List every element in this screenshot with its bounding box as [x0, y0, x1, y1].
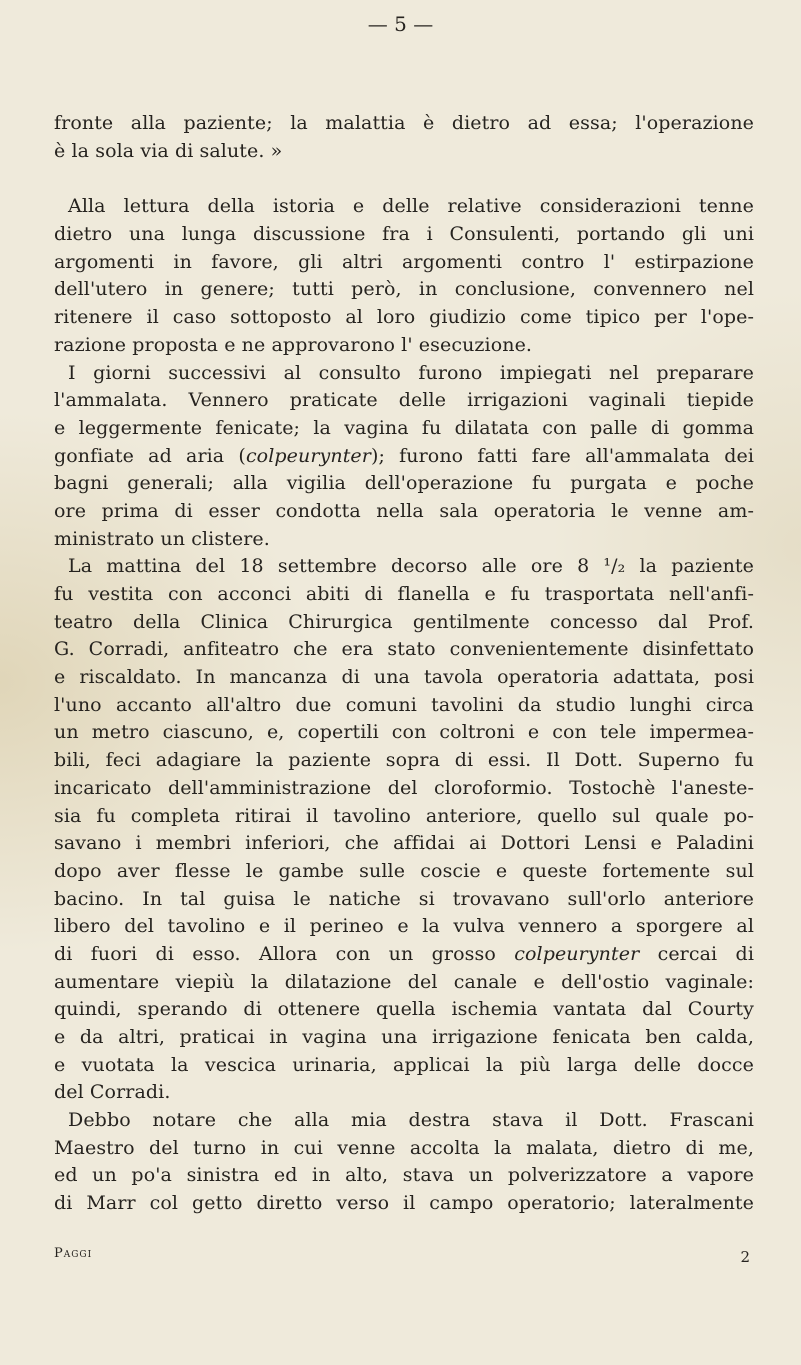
- text-line: del Corradi.: [54, 1081, 171, 1104]
- text-line: Alla lettura della istoria e delle relative considerazioni tenne: [68, 195, 754, 218]
- text-line: è la sola via di salute. »: [54, 139, 283, 162]
- printer-signature: Paggi: [54, 1246, 93, 1261]
- text-line: fronte alla paziente; la malattia è dietro ad essa; l'operazione: [54, 112, 754, 134]
- text-line: e vuotata la vescica urinaria, applicai la più larga delle docce: [54, 1053, 754, 1076]
- text-line: bili, feci adagiare la paziente sopra di essi. Il Dott. Superno fu: [54, 749, 754, 772]
- text-line: l'ammalata. Vennero praticate delle irrigazioni vaginali tiepide: [54, 389, 754, 412]
- text-line: savano i membri inferiori, che affidai ai Dottori Lensi e Paladini: [54, 832, 754, 855]
- text-line: e riscaldato. In mancanza di una tavola operatoria adattata, posi: [54, 666, 754, 689]
- text-line: I giorni successivi al consulto furono impiegati nel preparare: [68, 361, 754, 384]
- text-line: Maestro del turno in cui venne accolta la malata, dietro di me,: [54, 1136, 754, 1159]
- text-line: La mattina del 18 settembre decorso alle ore 8 ¹/₂ la paziente: [68, 555, 754, 578]
- paragraph-gap: [54, 165, 754, 193]
- text-line: dietro una lunga discussione fra i Consulenti, portando gli uni: [54, 223, 754, 246]
- text-line: dell'utero in genere; tutti però, in conclusione, convennero nel: [54, 278, 754, 301]
- text-line: ritenere il caso sottoposto al loro giudizio come tipico per l'ope-: [54, 306, 754, 329]
- text-line: fu vestita con acconci abiti di flanella e fu trasportata nell'anfi-: [54, 583, 754, 605]
- body-text: [54, 110, 754, 1218]
- page-number: — 5 —: [367, 12, 434, 36]
- text-line: bagni generali; alla vigilia dell'operazione fu purgata e poche: [54, 472, 754, 495]
- text-line: incaricato dell'amministrazione del cloroformio. Tostochè l'aneste-: [54, 776, 754, 799]
- text-line: teatro della Clinica Chirurgica gentilmente concesso dal Prof.: [54, 610, 754, 633]
- text-line: ed un po'a sinistra ed in alto, stava un polverizzatore a vapore: [54, 1164, 754, 1187]
- text-line: bacino. In tal guisa le natiche si trovavano sull'orlo anteriore: [54, 887, 754, 910]
- text-line: e leggermente fenicate; la vagina fu dilatata con palle di gomma: [54, 416, 754, 439]
- italic-term: colpeurynter: [514, 942, 640, 965]
- text-line: aumentare viepiù la dilatazione del canale e dell'ostio vaginale:: [54, 970, 754, 993]
- text-line: l'uno accanto all'altro due comuni tavolini da studio lunghi circa: [54, 693, 754, 716]
- text-line: razione proposta e ne approvarono l' esecuzione.: [54, 333, 533, 356]
- text-line: argomenti in favore, gli altri argomenti contro l' estirpazione: [54, 250, 754, 273]
- text-line: libero del tavolino e il perineo e la vulva vennero a sporgere al: [54, 915, 754, 938]
- page-footer: [54, 1244, 754, 1274]
- text-line: Debbo notare che alla mia destra stava il Dott. Frascani: [68, 1109, 754, 1132]
- text-line: un metro ciascuno, e, copertili con coltroni e con tele impermea-: [54, 721, 754, 744]
- text-line: ore prima di esser condotta nella sala operatoria le venne am-: [54, 499, 754, 522]
- text-line: di Marr col getto diretto verso il campo operatorio; lateralmente: [54, 1192, 754, 1215]
- text-line: G. Corradi, anfiteatro che era stato convenientemente disinfettato: [54, 638, 754, 661]
- text-line: e da altri, praticai in vagina una irrigazione fenicata ben calda,: [54, 1026, 754, 1048]
- text-line: quindi, sperando di ottenere quella ischemia vantata dal Courty: [54, 998, 754, 1021]
- text-line: dopo aver flesse le gambe sulle coscie e queste fortemente sul: [54, 859, 754, 882]
- italic-term: colpeurynter: [245, 444, 371, 467]
- text-line: di fuori di esso. Allora con un grosso colpeurynter cercai di: [54, 942, 754, 965]
- sheet-mark: 2: [740, 1248, 750, 1266]
- text-line: sia fu completa ritirai il tavolino anteriore, quello sul quale po-: [54, 804, 754, 827]
- text-line: ministrato un clistere.: [54, 527, 270, 550]
- text-line: gonfiate ad aria (colpeurynter); furono fatti fare all'ammalata dei: [54, 444, 754, 467]
